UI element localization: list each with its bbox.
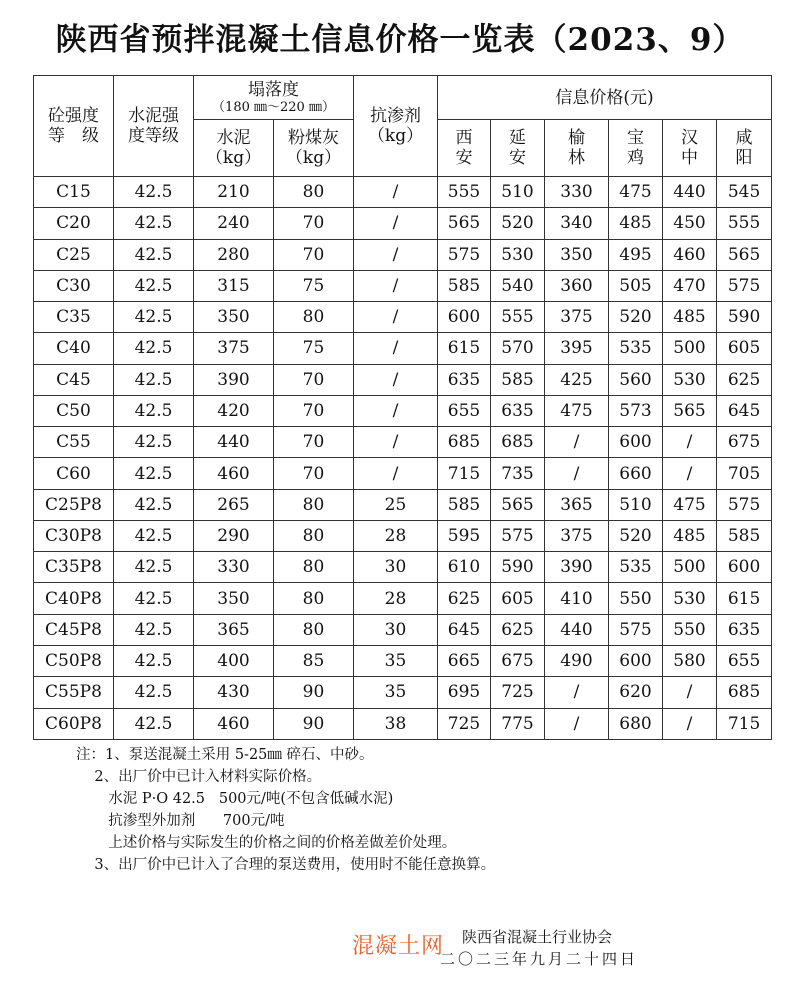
table-cell: 475 <box>663 489 717 520</box>
table-cell: 42.5 <box>114 614 194 645</box>
header-city-xian: 西 安 <box>438 120 491 177</box>
table-cell: 695 <box>438 677 491 708</box>
table-cell: 85 <box>274 645 354 676</box>
page-title: 陕西省预拌混凝土信息价格一览表（2023、9） <box>55 22 745 58</box>
table-row <box>34 645 772 676</box>
table-cell: 675 <box>491 645 545 676</box>
table-cell: 550 <box>663 614 717 645</box>
note-line: 2、出厂价中已计入材料实际价格。 <box>76 769 322 785</box>
table-cell: 575 <box>491 520 545 551</box>
table-cell: 635 <box>717 614 772 645</box>
table-cell: 573 <box>609 395 663 426</box>
table-cell: 350 <box>545 239 609 270</box>
table-cell: 590 <box>717 302 772 333</box>
table-cell: 600 <box>609 427 663 458</box>
table-cell: 42.5 <box>114 395 194 426</box>
table-cell: 42.5 <box>114 708 194 739</box>
table-cell: 420 <box>194 395 274 426</box>
table-cell: 685 <box>491 427 545 458</box>
table-cell: 42.5 <box>114 177 194 208</box>
table-cell: 715 <box>717 708 772 739</box>
table-cell: C45 <box>34 364 114 395</box>
header-grade: 砼强度 等 级 <box>34 76 114 177</box>
table-cell: 500 <box>663 333 717 364</box>
table-cell: C30P8 <box>34 520 114 551</box>
table-cell: 680 <box>609 708 663 739</box>
table-cell: 660 <box>609 458 663 489</box>
table-cell: 42.5 <box>114 520 194 551</box>
table-cell: C40 <box>34 333 114 364</box>
table-cell: 290 <box>194 520 274 551</box>
table-cell: 390 <box>194 364 274 395</box>
table-cell: 90 <box>274 708 354 739</box>
table-cell: 460 <box>663 239 717 270</box>
table-cell: 375 <box>194 333 274 364</box>
table-cell: C50 <box>34 395 114 426</box>
table-cell: 80 <box>274 177 354 208</box>
table-cell: 610 <box>438 552 491 583</box>
table-cell: 485 <box>663 302 717 333</box>
table-cell: 28 <box>354 520 438 551</box>
table-cell: 590 <box>491 552 545 583</box>
table-cell: 655 <box>438 395 491 426</box>
note-line: 注：1、泵送混凝土采用 5-25㎜ 碎石、中砂。 <box>76 747 374 763</box>
header-flyash: 粉煤灰 （kg） <box>274 120 354 177</box>
issue-date: 二〇二三年九月二十四日 <box>440 950 639 968</box>
table-cell: 510 <box>491 177 545 208</box>
table-cell: 485 <box>609 208 663 239</box>
table-cell: / <box>354 302 438 333</box>
table-row <box>34 583 772 614</box>
table-cell: 350 <box>194 302 274 333</box>
header-city-hanzhong: 汉 中 <box>663 120 717 177</box>
table-cell: C30 <box>34 270 114 301</box>
table-cell: 565 <box>717 239 772 270</box>
header-city-xianyang: 咸 阳 <box>717 120 772 177</box>
table-cell: 70 <box>274 458 354 489</box>
table-cell: 460 <box>194 708 274 739</box>
table-cell: 340 <box>545 208 609 239</box>
note-line: 3、出厂价中已计入了合理的泵送费用，使用时不能任意换算。 <box>76 857 496 873</box>
table-cell: 565 <box>491 489 545 520</box>
table-cell: C60 <box>34 458 114 489</box>
table-cell: 510 <box>609 489 663 520</box>
table-cell: / <box>354 270 438 301</box>
table-cell: 550 <box>609 583 663 614</box>
table-cell: 70 <box>274 208 354 239</box>
table-cell: 42.5 <box>114 239 194 270</box>
table-cell: 520 <box>609 302 663 333</box>
table-cell: / <box>354 208 438 239</box>
header-agent: 抗渗剂 （kg） <box>354 76 438 177</box>
table-cell: 42.5 <box>114 645 194 676</box>
table-cell: 42.5 <box>114 458 194 489</box>
table-cell: 75 <box>274 270 354 301</box>
table-cell: 365 <box>545 489 609 520</box>
table-cell: 470 <box>663 270 717 301</box>
watermark-logo: 混凝土网 <box>352 934 445 959</box>
table-row <box>34 614 772 645</box>
table-cell: 540 <box>491 270 545 301</box>
table-cell: / <box>545 427 609 458</box>
table-cell: 425 <box>545 364 609 395</box>
table-cell: 475 <box>545 395 609 426</box>
table-cell: 395 <box>545 333 609 364</box>
note-line: 上述价格与实际发生的价格之间的价格差做差价处理。 <box>76 835 457 851</box>
table-cell: 575 <box>609 614 663 645</box>
table-cell: 350 <box>194 583 274 614</box>
table-row <box>34 270 772 301</box>
table-cell: 735 <box>491 458 545 489</box>
table-cell: / <box>545 677 609 708</box>
table-row <box>34 302 772 333</box>
table-cell: 42.5 <box>114 302 194 333</box>
table-cell: 560 <box>609 364 663 395</box>
table-row <box>34 520 772 551</box>
table-row <box>34 708 772 739</box>
table-cell: 42.5 <box>114 270 194 301</box>
table-cell: 42.5 <box>114 427 194 458</box>
table-cell: 80 <box>274 520 354 551</box>
header-city-baoji: 宝 鸡 <box>609 120 663 177</box>
table-cell: 555 <box>438 177 491 208</box>
table-cell: 42.5 <box>114 677 194 708</box>
table-cell: 365 <box>194 614 274 645</box>
table-cell: 70 <box>274 239 354 270</box>
table-cell: 35 <box>354 645 438 676</box>
table-cell: C35P8 <box>34 552 114 583</box>
table-cell: 500 <box>663 552 717 583</box>
table-cell: 80 <box>274 583 354 614</box>
header-cement-grade: 水泥强 度等级 <box>114 76 194 177</box>
table-cell: / <box>354 458 438 489</box>
note-line: 水泥 P·O 42.5 500元/吨(不包含低碱水泥) <box>76 791 394 807</box>
table-row <box>34 552 772 583</box>
table-cell: 565 <box>663 395 717 426</box>
table-cell: / <box>663 677 717 708</box>
table-cell: 715 <box>438 458 491 489</box>
table-cell: 565 <box>438 208 491 239</box>
table-cell: 450 <box>663 208 717 239</box>
table-cell: 545 <box>717 177 772 208</box>
table-cell: 35 <box>354 677 438 708</box>
table-cell: 685 <box>717 677 772 708</box>
table-cell: 495 <box>609 239 663 270</box>
table-cell: C55 <box>34 427 114 458</box>
table-cell: 375 <box>545 302 609 333</box>
table-cell: 535 <box>609 333 663 364</box>
table-cell: 330 <box>194 552 274 583</box>
table-cell: 615 <box>717 583 772 614</box>
table-cell: / <box>354 427 438 458</box>
table-cell: 475 <box>609 177 663 208</box>
table-cell: 440 <box>545 614 609 645</box>
table-row <box>34 177 772 208</box>
table-cell: / <box>354 177 438 208</box>
table-cell: 80 <box>274 552 354 583</box>
table-cell: 570 <box>491 333 545 364</box>
header-slump: 塌落度 （180 ㎜～220 ㎜） <box>194 76 354 120</box>
header-city-yulin: 榆 林 <box>545 120 609 177</box>
table-row <box>34 427 772 458</box>
table-cell: / <box>354 333 438 364</box>
table-cell: 595 <box>438 520 491 551</box>
table-cell: 555 <box>717 208 772 239</box>
table-cell: 625 <box>491 614 545 645</box>
table-cell: / <box>354 364 438 395</box>
table-cell: 530 <box>663 583 717 614</box>
table-cell: 70 <box>274 364 354 395</box>
table-cell: C20 <box>34 208 114 239</box>
table-cell: / <box>663 458 717 489</box>
table-cell: 70 <box>274 395 354 426</box>
table-cell: 240 <box>194 208 274 239</box>
table-cell: 775 <box>491 708 545 739</box>
table-cell: / <box>545 708 609 739</box>
table-cell: 485 <box>663 520 717 551</box>
table-row <box>34 395 772 426</box>
table-cell: 505 <box>609 270 663 301</box>
table-cell: 575 <box>717 489 772 520</box>
table-cell: 390 <box>545 552 609 583</box>
table-cell: 25 <box>354 489 438 520</box>
table-cell: 575 <box>717 270 772 301</box>
table-cell: 625 <box>438 583 491 614</box>
table-cell: 80 <box>274 489 354 520</box>
table-cell: 645 <box>438 614 491 645</box>
table-cell: C40P8 <box>34 583 114 614</box>
price-table <box>33 75 772 740</box>
table-cell: 725 <box>438 708 491 739</box>
table-cell: 315 <box>194 270 274 301</box>
table-cell: 585 <box>491 364 545 395</box>
table-cell: 430 <box>194 677 274 708</box>
table-cell: C15 <box>34 177 114 208</box>
table-cell: 42.5 <box>114 364 194 395</box>
table-row <box>34 458 772 489</box>
table-cell: 605 <box>717 333 772 364</box>
table-cell: / <box>354 239 438 270</box>
table-cell: 635 <box>438 364 491 395</box>
table-cell: 75 <box>274 333 354 364</box>
table-cell: 360 <box>545 270 609 301</box>
table-cell: 460 <box>194 458 274 489</box>
table-cell: 530 <box>663 364 717 395</box>
table-cell: / <box>663 427 717 458</box>
table-cell: 580 <box>663 645 717 676</box>
table-cell: 575 <box>438 239 491 270</box>
table-cell: 555 <box>491 302 545 333</box>
table-cell: 80 <box>274 614 354 645</box>
table-cell: 30 <box>354 552 438 583</box>
table-cell: 410 <box>545 583 609 614</box>
table-cell: 42.5 <box>114 552 194 583</box>
table-cell: 38 <box>354 708 438 739</box>
table-body <box>34 177 772 740</box>
table-cell: 635 <box>491 395 545 426</box>
table-cell: C60P8 <box>34 708 114 739</box>
table-row <box>34 333 772 364</box>
notes <box>76 744 495 876</box>
table-cell: 90 <box>274 677 354 708</box>
header-price-group: 信息价格(元) <box>438 76 772 120</box>
issuer: 陕西省混凝土行业协会 <box>462 928 613 946</box>
table-cell: 600 <box>717 552 772 583</box>
table-cell: 42.5 <box>114 333 194 364</box>
table-cell: 665 <box>438 645 491 676</box>
table-cell: 675 <box>717 427 772 458</box>
table-cell: 490 <box>545 645 609 676</box>
table-cell: 645 <box>717 395 772 426</box>
table-cell: 28 <box>354 583 438 614</box>
table-cell: / <box>354 395 438 426</box>
table-cell: C25 <box>34 239 114 270</box>
table-cell: 705 <box>717 458 772 489</box>
table-cell: 280 <box>194 239 274 270</box>
table-cell: 42.5 <box>114 208 194 239</box>
table-cell: 585 <box>438 489 491 520</box>
table-row <box>34 208 772 239</box>
table-cell: 685 <box>438 427 491 458</box>
table-row <box>34 677 772 708</box>
table-cell: 585 <box>438 270 491 301</box>
table-cell: 42.5 <box>114 489 194 520</box>
table-cell: 520 <box>609 520 663 551</box>
table-cell: 265 <box>194 489 274 520</box>
table-cell: C50P8 <box>34 645 114 676</box>
table-cell: C45P8 <box>34 614 114 645</box>
table-cell: / <box>545 458 609 489</box>
table-cell: 655 <box>717 645 772 676</box>
table-cell: C35 <box>34 302 114 333</box>
table-cell: 620 <box>609 677 663 708</box>
table-cell: 535 <box>609 552 663 583</box>
table-cell: 375 <box>545 520 609 551</box>
table-cell: 615 <box>438 333 491 364</box>
table-cell: 725 <box>491 677 545 708</box>
table-cell: / <box>663 708 717 739</box>
table-cell: C55P8 <box>34 677 114 708</box>
table-cell: 330 <box>545 177 609 208</box>
table-row <box>34 364 772 395</box>
note-line: 抗渗型外加剂 700元/吨 <box>76 813 285 829</box>
table-cell: 210 <box>194 177 274 208</box>
table-cell: 600 <box>438 302 491 333</box>
table-cell: 605 <box>491 583 545 614</box>
table-cell: 440 <box>194 427 274 458</box>
table-row <box>34 239 772 270</box>
table-cell: 520 <box>491 208 545 239</box>
table-row <box>34 489 772 520</box>
table-cell: 80 <box>274 302 354 333</box>
table-cell: 30 <box>354 614 438 645</box>
table-cell: 600 <box>609 645 663 676</box>
table-cell: C25P8 <box>34 489 114 520</box>
table-cell: 585 <box>717 520 772 551</box>
table-cell: 400 <box>194 645 274 676</box>
table-cell: 625 <box>717 364 772 395</box>
table-cell: 530 <box>491 239 545 270</box>
table-cell: 42.5 <box>114 583 194 614</box>
table-cell: 70 <box>274 427 354 458</box>
header-city-yanan: 延 安 <box>491 120 545 177</box>
header-cement: 水泥 （kg） <box>194 120 274 177</box>
table-cell: 440 <box>663 177 717 208</box>
